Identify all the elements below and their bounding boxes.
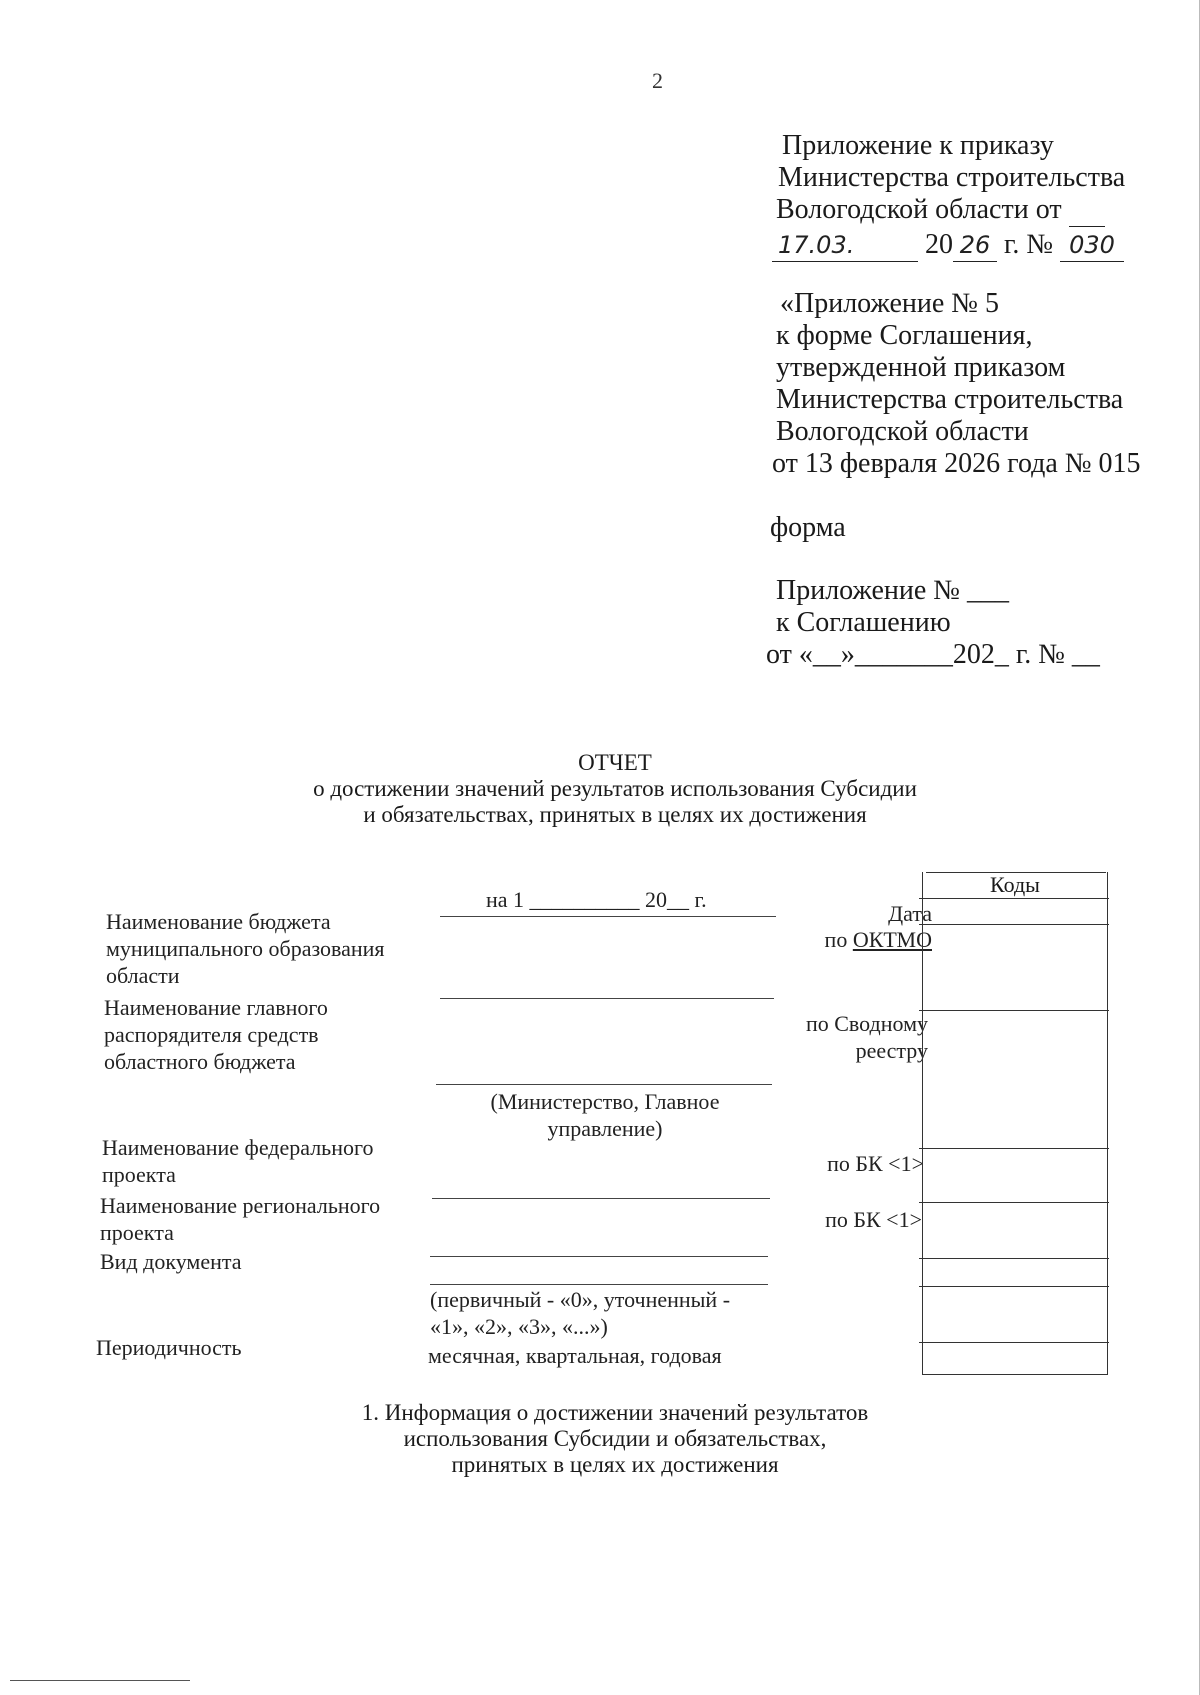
appendix-order-date-blank [1069, 194, 1105, 227]
appendix-form-line4: Министерства строительства [776, 384, 1124, 415]
budget-name-label [106, 908, 385, 989]
order-year-handwritten: 26 [953, 229, 997, 262]
appendix-order-line3 [776, 194, 1125, 227]
regional-project-value-line [430, 1256, 768, 1257]
appendix-order-line3-text: Вологодской области от [776, 194, 1062, 225]
codes-row-divider [919, 1258, 1109, 1259]
appendix-form-line3: утвержденной приказом [776, 352, 1066, 383]
order-date-handwritten: 17.03. [772, 229, 918, 262]
report-title: ОТЧЕТ [578, 750, 652, 775]
codes-row-divider [919, 898, 1109, 899]
appendix-form-line1: «Приложение № 5 [780, 288, 999, 319]
manager-note-line2: управление) [547, 1116, 663, 1141]
appendix-order-line2: Министерства строительства [778, 162, 1126, 193]
code-label-svodny [806, 1010, 928, 1064]
doc-type-note [430, 1286, 730, 1340]
main-manager-line1: Наименование главного [104, 995, 328, 1020]
form-label: форма [770, 512, 846, 543]
federal-project-value-line [432, 1198, 770, 1199]
agreement-appendix-line3: от «__»_______202_ г. № __ [766, 639, 1100, 670]
code-label-date: Дата [888, 901, 932, 926]
doc-type-value-line [430, 1284, 768, 1285]
order-year-prefix: 20 [925, 229, 953, 260]
regional-project-line2: проекта [100, 1220, 174, 1245]
codes-header: Коды [990, 872, 1040, 897]
appendix-order-line1: Приложение к приказу [782, 130, 1054, 161]
report-subtitle-1: о достижении значений результатов использования Субсидии [313, 776, 917, 801]
section-1-heading-line3: принятых в целях их достижения [451, 1452, 779, 1477]
main-manager-line2: распорядителя средств [104, 1022, 319, 1047]
date-underline [440, 916, 776, 917]
codes-row-divider [919, 1010, 1109, 1011]
doc-type-label: Вид документа [100, 1249, 242, 1274]
main-manager-line3: областного бюджета [104, 1049, 296, 1074]
budget-name-value-line [440, 998, 774, 999]
manager-note-line1: (Министерство, Главное [490, 1089, 720, 1114]
doc-type-note-line1: (первичный - «0», уточненный - [430, 1287, 731, 1312]
regional-project-line1: Наименование регионального [100, 1193, 381, 1218]
codes-row-divider [919, 924, 1109, 925]
codes-row-divider [919, 1286, 1109, 1287]
appendix-form-line5: Вологодской области [776, 416, 1029, 447]
codes-row-divider [919, 1202, 1109, 1203]
regional-project-label [100, 1192, 380, 1246]
federal-project-line1: Наименование федерального [102, 1135, 374, 1160]
order-number-prefix: г. № [1004, 229, 1054, 260]
budget-name-line3: области [106, 963, 180, 988]
agreement-appendix-line1: Приложение № ___ [776, 575, 1009, 606]
code-label-oktmo-prefix: по [824, 927, 853, 952]
page-number: 2 [652, 68, 663, 93]
appendix-to-order [776, 130, 1126, 262]
manager-note [440, 1088, 770, 1142]
codes-row-divider [919, 1342, 1109, 1343]
codes-table [922, 872, 1108, 1375]
code-label-svodny-line2: реестру [855, 1038, 928, 1063]
code-label-bk-2: по БК <1> [825, 1207, 922, 1232]
code-label-oktmo [825, 926, 932, 953]
appendix-form-line6: от 13 февраля 2026 года № 015 [772, 448, 1141, 479]
periodicity-value: месячная, квартальная, годовая [428, 1343, 722, 1368]
codes-row-divider [919, 1148, 1109, 1149]
federal-project-line2: проекта [102, 1162, 176, 1187]
federal-project-label [102, 1134, 373, 1188]
appendix-to-form [772, 288, 1141, 480]
footnote-separator [10, 1680, 190, 1681]
order-number-handwritten: 030 [1060, 229, 1124, 262]
appendix-form-line2: к форме Соглашения, [776, 320, 1033, 351]
budget-name-line2: муниципального образования [106, 936, 385, 961]
section-1-heading-line2: использования Субсидии и обязательствах, [403, 1426, 827, 1451]
report-subtitle-2: и обязательствах, принятых в целях их достижения [363, 802, 867, 827]
main-manager-value-line [436, 1084, 772, 1085]
budget-name-line1: Наименование бюджета [106, 909, 331, 934]
code-label-bk-1: по БК <1> [827, 1151, 924, 1176]
section-1-heading-line1: 1. Информация о достижении значений результатов [361, 1400, 869, 1425]
periodicity-label: Периодичность [96, 1335, 242, 1360]
agreement-appendix [766, 575, 1100, 671]
code-label-oktmo-text: ОКТМО [852, 927, 932, 952]
main-manager-label [104, 994, 328, 1075]
report-date-field: на 1 __________ 20__ г. [486, 887, 707, 912]
appendix-order-date-line [772, 229, 1125, 262]
doc-type-note-line2: «1», «2», «3», «...») [430, 1314, 608, 1339]
agreement-appendix-line2: к Соглашению [776, 607, 951, 638]
code-label-svodny-line1: по Сводному [805, 1011, 928, 1036]
